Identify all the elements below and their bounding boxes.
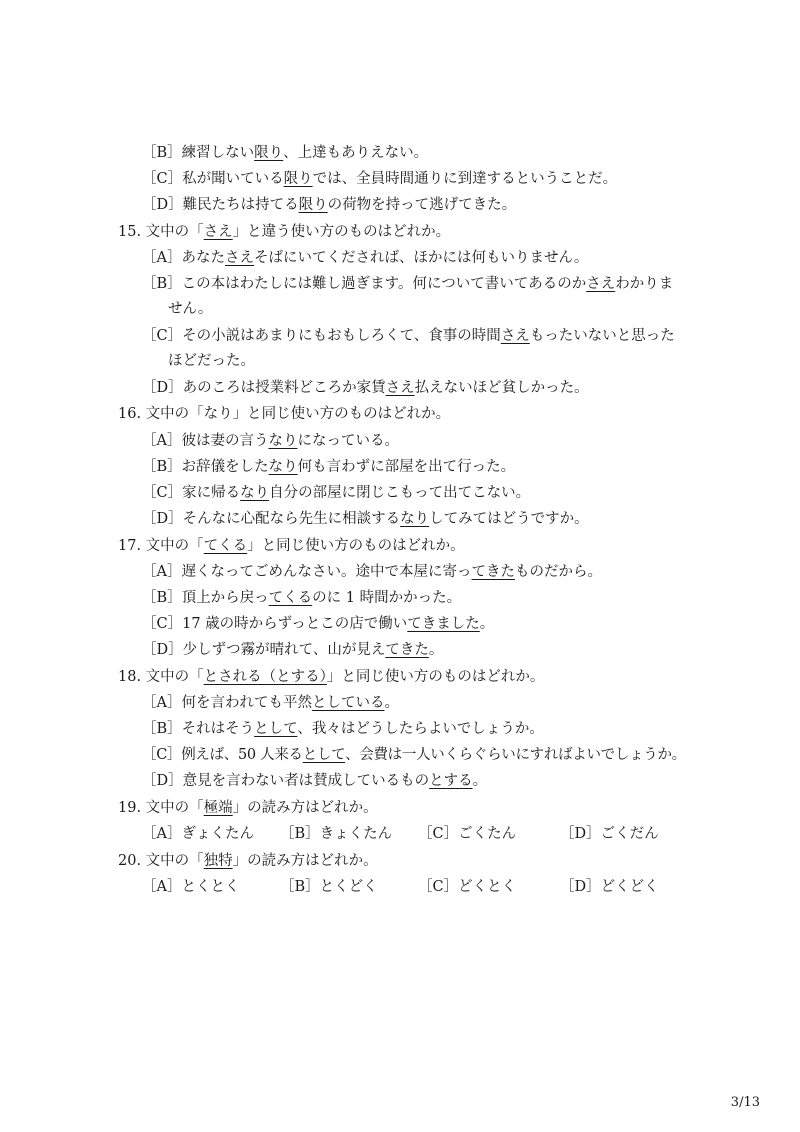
q16-option-a: ［A］彼は妻の言うなりになっている。: [142, 433, 399, 449]
q20-option-c: ［C］どくとく: [418, 879, 517, 895]
q19-option-b: ［B］きょくたん: [280, 826, 393, 842]
q15-option-c-cont: ほどだった。: [168, 353, 255, 369]
q15-question: 15. 文中の「さえ」と違う使い方のものはどれか。: [118, 224, 451, 240]
q14-option-b: ［B］練習しない限り、上達もありえない。: [142, 145, 429, 161]
q17-option-b: ［B］頂上から戻ってくるのに 1 時間かかった。: [142, 590, 462, 606]
q18-option-a: ［A］何を言われても平然としている。: [142, 695, 399, 711]
q20-question: 20. 文中の「独特」の読み方はどれか。: [118, 853, 378, 869]
q15-option-a: ［A］あなたさえそばにいてくだされば、ほかには何もいりません。: [142, 250, 589, 266]
q17-option-c: ［C］17 歳の時からずっとこの店で働いてきました。: [142, 616, 495, 632]
q14-option-c: ［C］私が聞いている限りでは、全員時間通りに到達するということだ。: [142, 171, 618, 187]
q18-question: 18. 文中の「とされる（とする）」と同じ使い方のものはどれか。: [118, 669, 545, 685]
q14-option-d: ［D］難民たちは持てる限りの荷物を持って逃げてきた。: [142, 197, 517, 213]
q18-option-c: ［C］例えば、50 人来るとして、会費は一人いくらぐらいにすればよいでしょうか。: [142, 747, 686, 763]
q16-question: 16. 文中の「なり」と同じ使い方のものはどれか。: [118, 406, 451, 422]
q18-option-d: ［D］意見を言わない者は賛成しているものとする。: [142, 773, 488, 789]
q17-question: 17. 文中の「てくる」と同じ使い方のものはどれか。: [118, 538, 465, 554]
q15-option-b-cont: せん。: [168, 301, 213, 317]
q19-question: 19. 文中の「極端」の読み方はどれか。: [118, 800, 378, 816]
q16-option-d: ［D］そんなに心配なら先生に相談するなりしてみてはどうですか。: [142, 511, 589, 527]
q20-option-b: ［B］とくどく: [280, 879, 378, 895]
q16-option-b: ［B］お辞儀をしたなり何も言わずに部屋を出て行った。: [142, 459, 516, 475]
q15-option-c: ［C］その小説はあまりにもおもしろくて、食事の時間さえもったいないと思った: [142, 328, 675, 344]
q17-option-d: ［D］少しずつ霧が晴れて、山が見えてきた。: [142, 642, 444, 658]
q19-option-c: ［C］ごくたん: [418, 826, 517, 842]
q18-option-b: ［B］それはそうとして、我々はどうしたらよいでしょうか。: [142, 721, 544, 737]
q15-option-b: ［B］この本はわたしには難し過ぎます。何について書いてあるのかさえわかりま: [142, 276, 674, 292]
q16-option-c: ［C］家に帰るなり自分の部屋に閉じこもって出てこない。: [142, 485, 531, 501]
q19-option-a: ［A］ぎょくたん: [142, 826, 254, 842]
q19-option-d: ［D］ごくだん: [560, 826, 659, 842]
page-number: 3/13: [730, 1095, 760, 1110]
q15-option-d: ［D］あのころは授業料どころか家賃さえ払えないほど貧しかった。: [142, 380, 589, 396]
q17-option-a: ［A］遅くなってごめんなさい。途中で本屋に寄ってきたものだから。: [142, 564, 602, 580]
q20-option-d: ［D］どくどく: [560, 879, 659, 895]
q20-option-a: ［A］とくとく: [142, 879, 240, 895]
